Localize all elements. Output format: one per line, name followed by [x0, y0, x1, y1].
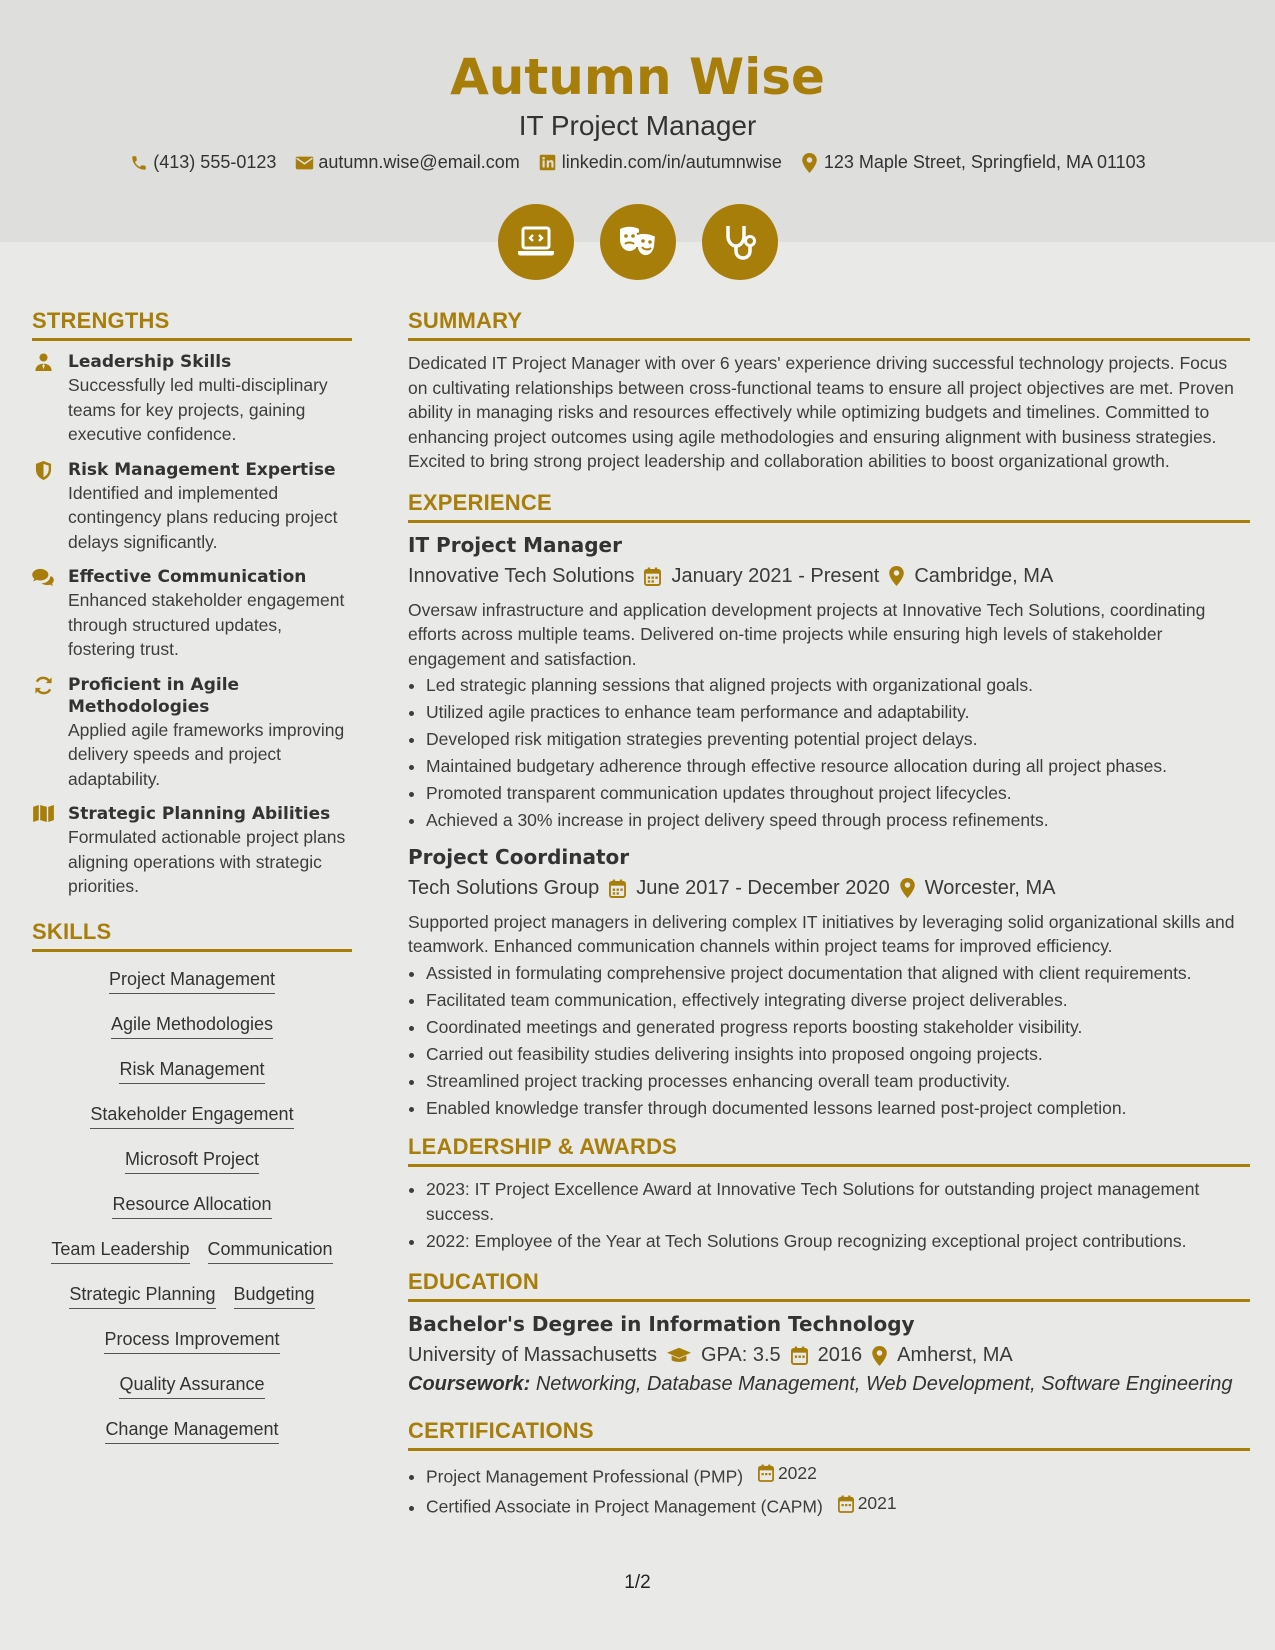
list-item: • Facilitated team communication, effectively integrating diverse project deliverables. — [426, 988, 1250, 1013]
job-title-header: IT Project Manager — [518, 110, 757, 141]
school-name: University of Massachusetts — [408, 1344, 657, 1366]
job-location: Worcester, MA — [924, 876, 1056, 899]
calendar-icon — [644, 567, 661, 586]
list-item: • Assisted in formulating comprehensive project documentation that aligned with client requirements. — [426, 961, 1250, 986]
list-item: • Carried out feasibility studies delivering insights into proposed ongoing projects. — [426, 1042, 1250, 1067]
skill-tag: Agile Methodologies — [111, 1013, 273, 1039]
cert-name: Project Management Professional (PMP) — [426, 1466, 744, 1487]
job-bullets — [408, 961, 1250, 1121]
skills-list — [32, 962, 352, 1463]
list-item: • Enabled knowledge transfer through documented lessons learned post-project completion. — [426, 1096, 1250, 1121]
linkedin-text: linkedin.com/in/autumnwise — [561, 152, 782, 172]
certifications-heading: CERTIFICATIONS — [408, 1418, 1250, 1451]
cert-name: Certified Associate in Project Management (CAPM) — [426, 1496, 823, 1517]
cert-year-wrap — [838, 1491, 897, 1516]
education-meta — [408, 1344, 1250, 1367]
contact-email[interactable] — [294, 152, 519, 173]
skill-tag: Quality Assurance — [119, 1373, 264, 1399]
map-icon — [32, 803, 54, 899]
job-title: Project Coordinator — [408, 844, 630, 869]
job-dates: January 2021 - Present — [671, 564, 880, 587]
job-meta — [408, 565, 1250, 588]
calendar-icon — [609, 879, 626, 898]
sync-icon — [32, 674, 54, 792]
strength-title: Effective Communication — [68, 567, 307, 587]
list-item: • Promoted transparent communication updates throughout project lifecycles. — [426, 781, 1250, 806]
skill-tag: Process Improvement — [104, 1328, 279, 1354]
cert-year: 2021 — [857, 1493, 897, 1514]
strength-title: Proficient in Agile Methodologies — [68, 674, 240, 717]
job-desc: Oversaw infrastructure and application development projects at Innovative Tech Solutions, coordinating efforts across multiple teams. Delivered on-time projects while ensuring high levels of stakeholder engagement and satisfaction. — [408, 599, 1206, 669]
strength-item — [32, 459, 352, 555]
contact-phone[interactable] — [129, 152, 276, 173]
certifications-list — [408, 1461, 1250, 1519]
coursework-label: Coursework: — [408, 1373, 531, 1395]
map-marker-icon — [872, 1346, 887, 1366]
education-heading: EDUCATION — [408, 1269, 1250, 1302]
contact-address — [800, 152, 1146, 173]
strength-item — [32, 674, 352, 792]
strength-desc: Enhanced stakeholder engagement through structured updates, fostering trust. — [68, 590, 345, 659]
strength-item — [32, 566, 352, 662]
job-title: IT Project Manager — [408, 532, 622, 557]
list-item: • Utilized agile practices to enhance team performance and adaptability. — [426, 700, 1250, 725]
envelope-icon — [294, 153, 314, 173]
job-location: Cambridge, MA — [914, 564, 1054, 587]
summary-text: Dedicated IT Project Manager with over 6 years' experience driving successful technology projects. Focus on cultivating relationships between cross-functional teams to ensure all project objectives are met. Proven ability in managing risks and resources effectively while optimizing budgets and timelines. Committed to enhancing project outcomes using agile methodologies and ensuring alignment with business strategies. Excited to bring strong project leadership and collaboration abilities to boost organizational growth. — [408, 353, 1234, 471]
experience-heading: EXPERIENCE — [408, 490, 1250, 523]
list-item: • Led strategic planning sessions that aligned projects with organizational goals. — [426, 673, 1250, 698]
shield-icon — [32, 459, 54, 555]
theater-masks-icon — [600, 204, 676, 280]
strength-desc: Applied agile frameworks improving delivery speeds and project adaptability. — [68, 719, 345, 789]
school-location: Amherst, MA — [897, 1344, 1013, 1366]
contact-bar — [0, 152, 1275, 173]
list-item: • 2023: IT Project Excellence Award at Innovative Tech Solutions for outstanding project management success. — [426, 1177, 1250, 1226]
skill-tag: Stakeholder Engagement — [90, 1103, 293, 1129]
page-number: 1/2 — [624, 1572, 651, 1593]
address-text: 123 Maple Street, Springfield, MA 01103 — [823, 152, 1146, 172]
job-desc: Supported project managers in delivering complex IT initiatives by leveraging solid organizational skills and teamwork. Enhanced communication channels within project teams for improved efficiency. — [408, 911, 1235, 956]
list-item: • Streamlined project tracking processes enhancing overall team productivity. — [426, 1069, 1250, 1094]
job-entry — [408, 845, 1250, 1121]
candidate-name: Autumn Wise — [450, 48, 825, 106]
list-item: • Developed risk mitigation strategies preventing potential project delays. — [426, 727, 1250, 752]
calendar-icon — [838, 1495, 854, 1513]
strength-desc: Successfully led multi-disciplinary teams for key projects, gaining executive confidence. — [68, 375, 328, 444]
list-item: • Achieved a 30% increase in project delivery speed through process refinements. — [426, 808, 1250, 833]
cert-year: 2022 — [777, 1463, 817, 1483]
map-marker-icon — [900, 878, 915, 898]
map-marker-icon — [889, 566, 904, 586]
right-column — [408, 308, 1250, 1522]
graduation-year: 2016 — [817, 1344, 863, 1366]
contact-linkedin[interactable] — [538, 152, 782, 173]
gpa: GPA: 3.5 — [700, 1344, 781, 1366]
strength-item — [32, 351, 352, 447]
strength-title: Leadership Skills — [68, 352, 232, 372]
list-item: • Coordinated meetings and generated progress reports boosting stakeholder visibility. — [426, 1015, 1250, 1040]
list-item: • 2022: Employee of the Year at Tech Solutions Group recognizing exceptional project contributions. — [426, 1229, 1250, 1254]
summary-heading: SUMMARY — [408, 308, 1250, 341]
skill-tag: Team Leadership — [51, 1238, 189, 1264]
calendar-icon — [758, 1464, 774, 1482]
skill-tag: Risk Management — [119, 1058, 264, 1084]
strengths-heading: STRENGTHS — [32, 308, 352, 341]
company-name: Tech Solutions Group — [408, 876, 600, 899]
job-bullets — [408, 673, 1250, 833]
job-dates: June 2017 - December 2020 — [636, 876, 890, 899]
cert-year-wrap — [758, 1461, 817, 1486]
user-tie-icon — [32, 351, 54, 447]
degree-title: Bachelor's Degree in Information Technology — [408, 1312, 915, 1336]
phone-text: (413) 555-0123 — [153, 152, 277, 172]
job-entry — [408, 533, 1250, 833]
skill-tag: Resource Allocation — [112, 1193, 271, 1219]
strength-title: Risk Management Expertise — [68, 459, 336, 480]
comments-icon — [32, 566, 54, 662]
graduation-cap-icon — [667, 1347, 691, 1365]
linkedin-icon — [538, 153, 558, 173]
awards-list — [408, 1177, 1250, 1253]
skills-heading: SKILLS — [32, 919, 352, 952]
phone-icon — [129, 153, 149, 173]
coursework-list: Networking, Database Management, Web Development, Software Engineering — [535, 1373, 1233, 1395]
strength-desc: Formulated actionable project plans aligning operations with strategic priorities. — [68, 827, 346, 896]
list-item — [426, 1491, 1250, 1519]
interest-icons — [0, 204, 1275, 280]
job-meta — [408, 877, 1250, 900]
skill-tag: Microsoft Project — [125, 1148, 259, 1174]
laptop-code-icon — [498, 204, 574, 280]
skill-tag: Project Management — [109, 968, 275, 994]
stethoscope-icon — [702, 204, 778, 280]
skill-tag: Change Management — [105, 1418, 278, 1444]
calendar-icon — [791, 1346, 808, 1365]
list-item: • Maintained budgetary adherence through effective resource allocation during all project phases. — [426, 754, 1250, 779]
email-text: autumn.wise@email.com — [318, 152, 520, 172]
list-item — [426, 1461, 1250, 1489]
skill-tag: Budgeting — [234, 1283, 315, 1309]
map-marker-icon — [800, 153, 820, 173]
skill-tag: Strategic Planning — [69, 1283, 215, 1309]
skill-tag: Communication — [208, 1238, 333, 1264]
strength-title: Strategic Planning Abilities — [68, 804, 331, 824]
company-name: Innovative Tech Solutions — [408, 564, 635, 587]
coursework — [408, 1373, 1250, 1396]
strength-item — [32, 803, 352, 899]
awards-heading: LEADERSHIP & AWARDS — [408, 1134, 1250, 1167]
strength-desc: Identified and implemented contingency plans reducing project delays significantly. — [68, 482, 338, 552]
left-column — [32, 308, 352, 1463]
